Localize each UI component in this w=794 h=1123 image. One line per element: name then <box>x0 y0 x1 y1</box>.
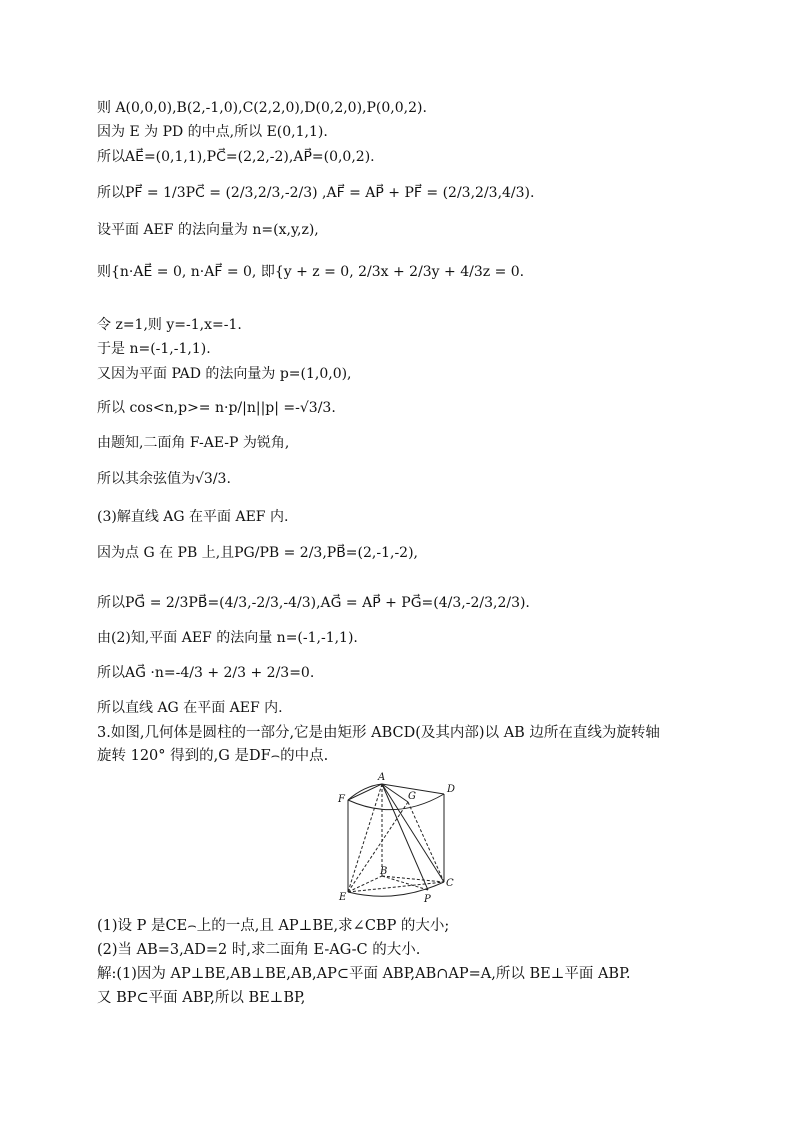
question-2: (2)当 AB=3,AD=2 时,求二面角 E-AG-C 的大小. <box>97 942 421 958</box>
top-arc-far <box>348 784 444 800</box>
top-arc-near <box>348 794 444 810</box>
solution-line-cos: 所以 cos<n,p>= n·p/|n||p| =-√3/3. <box>97 400 336 416</box>
solution-line-normal-vector: 设平面 AEF 的法向量为 n=(x,y,z), <box>97 222 319 238</box>
solution-line-g-on-pb: 因为点 G 在 PB 上,且PG/PB = 2/3,PB⃗=(2,-1,-2), <box>97 545 418 561</box>
cylinder-figure <box>336 772 460 904</box>
solution-line-dot-product: 所以AG⃗ ·n=-4/3 + 2/3 + 2/3=0. <box>97 665 315 681</box>
solution-line-normal-recall: 由(2)知,平面 AEF 的法向量 n=(-1,-1,1). <box>97 630 358 646</box>
label-g: G <box>408 791 416 802</box>
solution-line-pf-af: 所以PF⃗ = 1/3PC⃗ = (2/3,2/3,-2/3) ,AF⃗ = AP⃗ + PF⃗ = (2/3,2/3,4/3). <box>97 185 535 201</box>
segment-gc <box>408 802 444 882</box>
question-1: (1)设 P 是CE⌢上的一点,且 AP⊥BE,求∠CBP 的大小; <box>97 918 450 934</box>
solution-line-pg-ag: 所以PG⃗ = 2/3PB⃗=(4/3,-2/3,-4/3),AG⃗ = AP⃗ + PG⃗=(4/3,-2/3,2/3). <box>97 595 530 611</box>
solution-line-plane-pad: 又因为平面 PAD 的法向量为 p=(1,0,0), <box>97 366 352 382</box>
label-e: E <box>339 892 347 903</box>
cylinder-diagram <box>336 772 460 904</box>
solution-line-vectors: 所以AE⃗=(0,1,1),PC⃗=(2,2,-2),AP⃗=(0,0,2). <box>97 149 375 165</box>
segment-bc <box>382 876 444 882</box>
solution-line-midpoint-e: 因为 E 为 PD 的中点,所以 E(0,1,1). <box>97 124 328 140</box>
segment-ge <box>348 802 408 892</box>
label-b: B <box>380 866 388 877</box>
solution-line-conclusion: 所以直线 AG 在平面 AEF 内. <box>97 700 283 716</box>
label-c: C <box>446 878 454 889</box>
solution-line-cosine-value: 所以其余弦值为√3/3. <box>97 471 231 487</box>
segment-ae <box>348 784 382 892</box>
problem-stem-line1: 3.如图,几何体是圆柱的一部分,它是由矩形 ABCD(及其内部)以 AB 边所在直线为旋转轴 <box>97 725 660 741</box>
solution-part1-line2: 又 BP⊂平面 ABP,所以 BE⊥BP, <box>97 990 306 1006</box>
segment-ec <box>348 882 444 892</box>
segment-fa <box>348 784 382 800</box>
solution-line-part3-claim: (3)解直线 AG 在平面 AEF 内. <box>97 509 289 525</box>
solution-line-dihedral-acute: 由题知,二面角 F-AE-P 为锐角, <box>97 435 290 451</box>
segment-eb <box>348 876 382 892</box>
solution-line-equation-system: 则{n·AE⃗ = 0, n·AF⃗ = 0, 即{y + z = 0, 2/3x + 2/3y + 4/3z = 0. <box>97 264 525 280</box>
label-d: D <box>447 784 456 795</box>
problem-stem-line2: 旋转 120° 得到的,G 是DF⌢的中点. <box>97 748 329 764</box>
label-f: F <box>338 794 345 805</box>
solution-line-n-value: 于是 n=(-1,-1,1). <box>97 341 211 357</box>
solution-line-coordinates: 则 A(0,0,0),B(2,-1,0),C(2,2,0),D(0,2,0),P(0,0,2). <box>97 100 427 116</box>
label-a: A <box>378 772 386 783</box>
label-p: P <box>424 894 431 905</box>
solution-line-let-z: 令 z=1,则 y=-1,x=-1. <box>97 317 242 333</box>
solution-part1-line1: 解:(1)因为 AP⊥BE,AB⊥BE,AB,AP⊂平面 ABP,AB∩AP=A,所以 BE⊥平面 ABP. <box>97 966 631 982</box>
